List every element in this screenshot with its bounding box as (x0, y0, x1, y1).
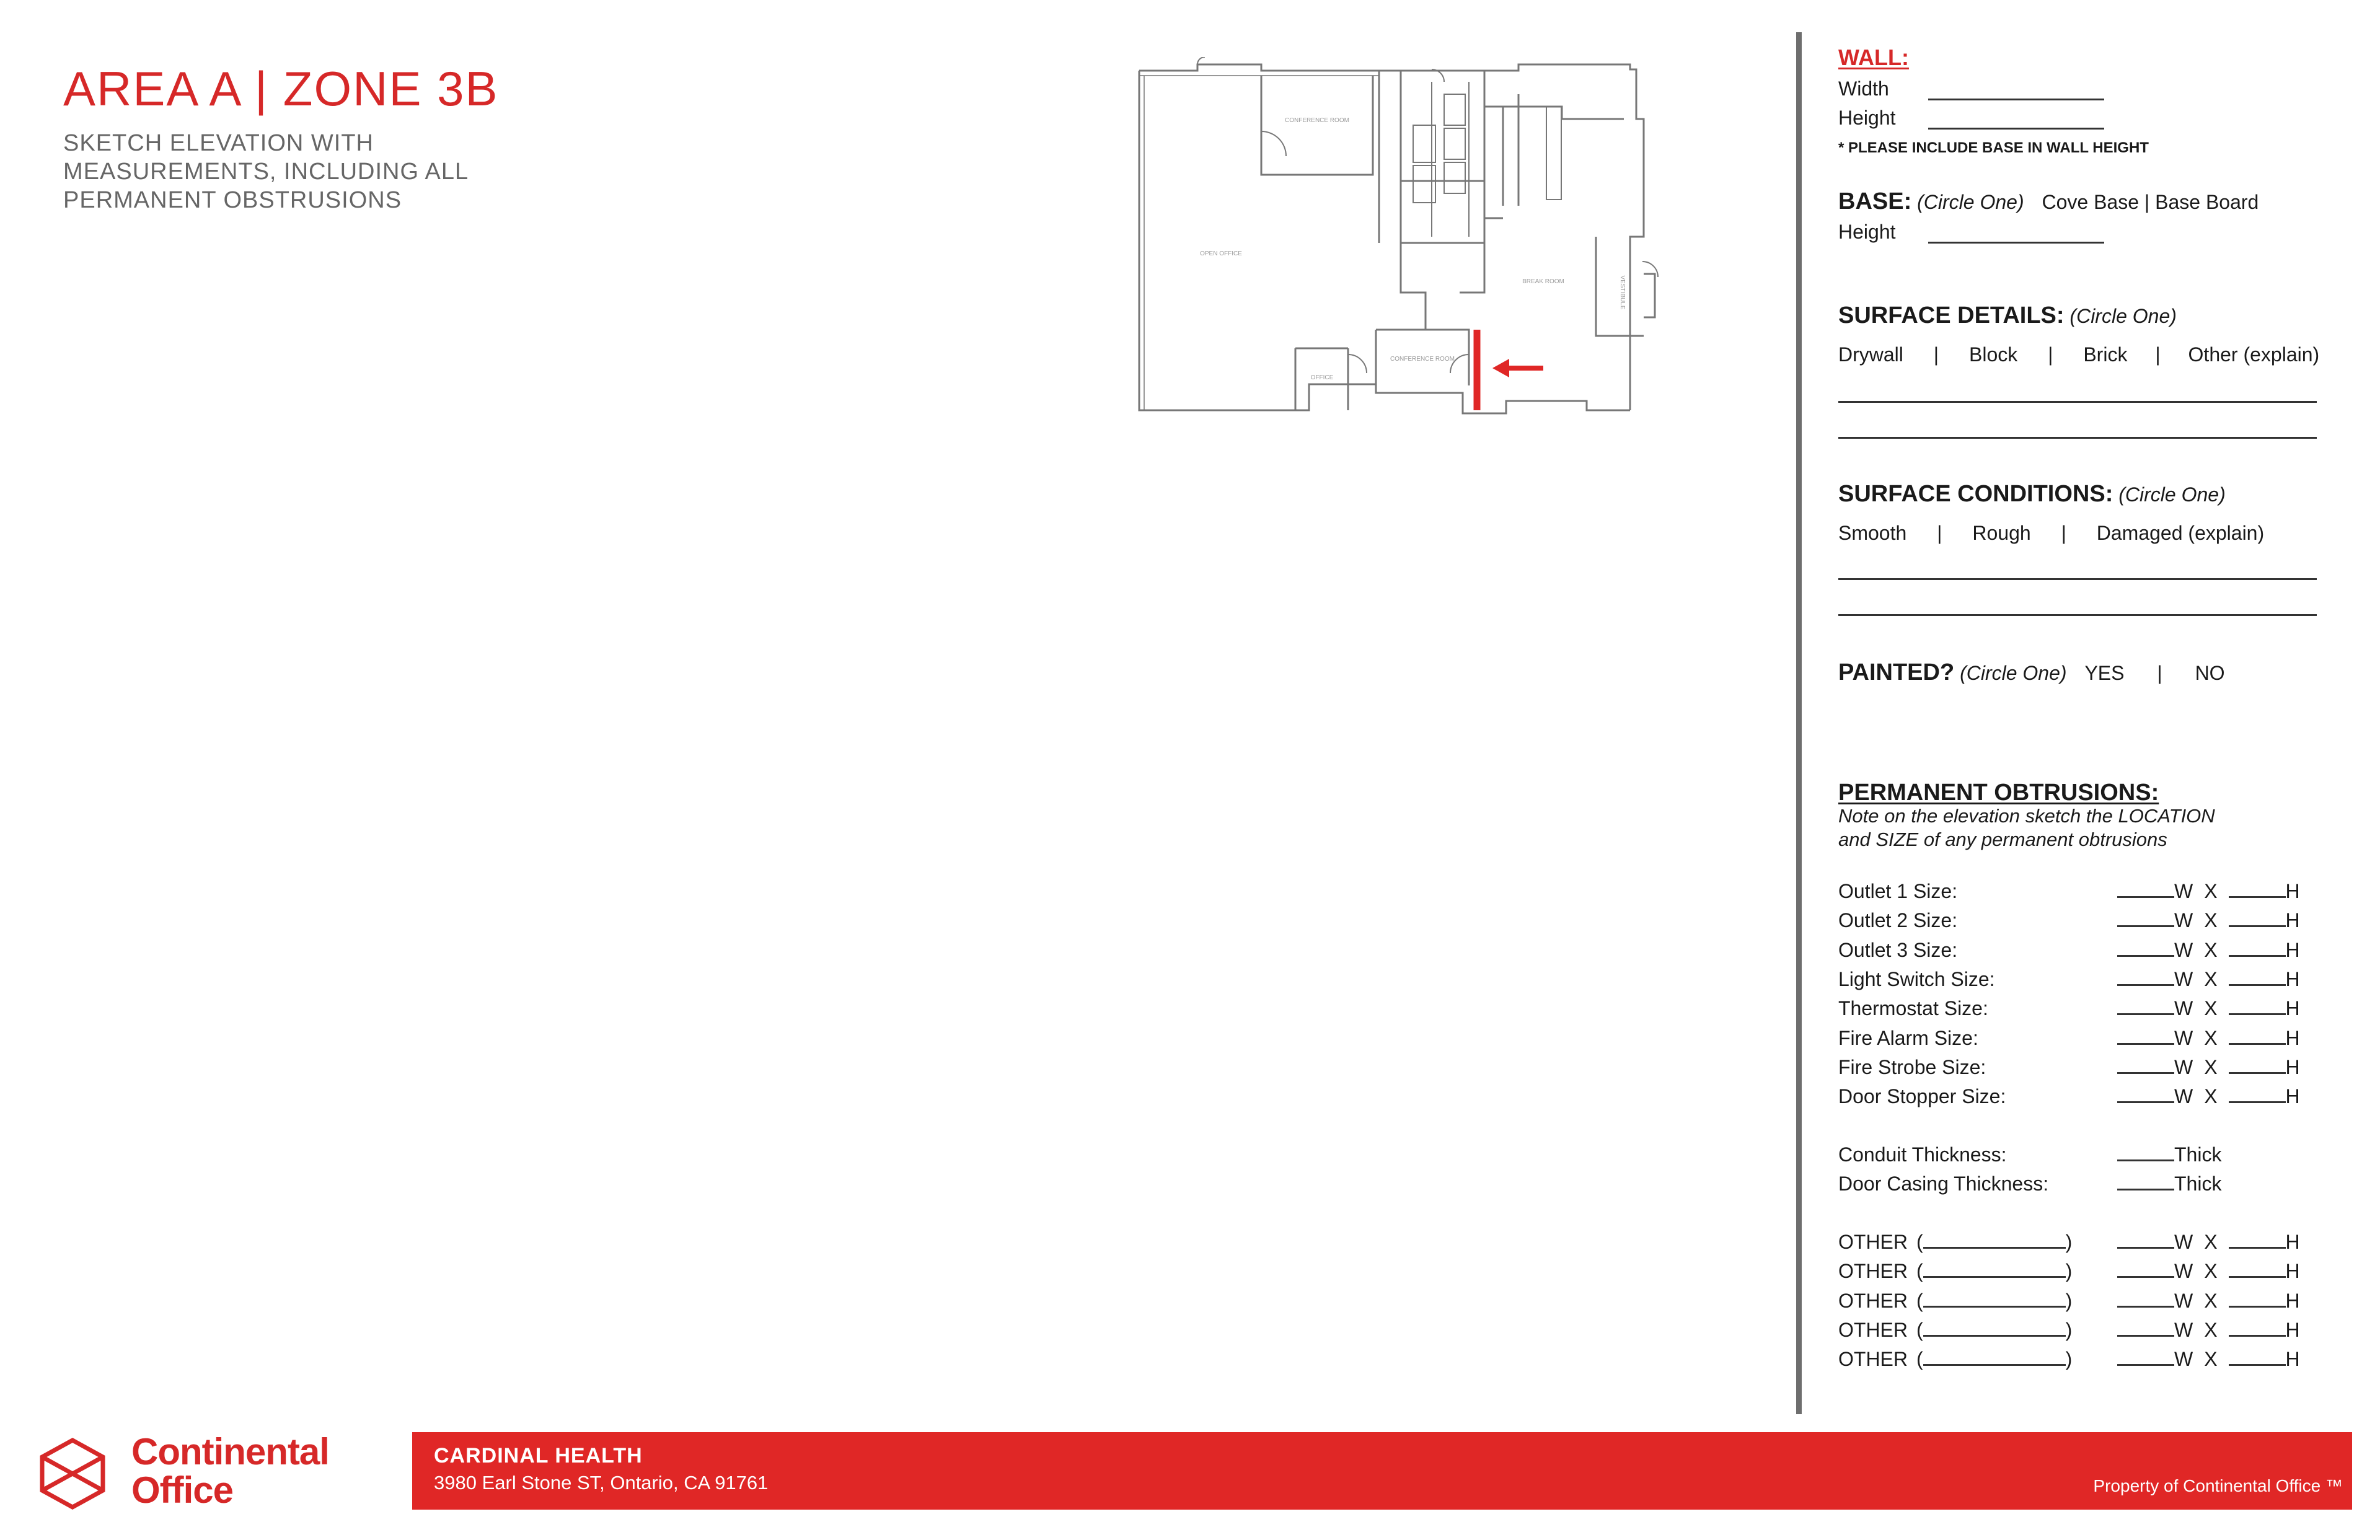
surface-conditions-options: Smooth | Rough | Damaged (explain) (1838, 522, 2265, 544)
other-row: OTHER ( ) W X H (1838, 1289, 2300, 1312)
row-label: OTHER (1838, 1348, 1908, 1371)
row-label: Fire Alarm Size: (1838, 1026, 1978, 1049)
option-damaged[interactable]: Damaged (explain) (2096, 522, 2265, 544)
room-label: VESTIBULE (1619, 275, 1626, 310)
obtrusions-heading: PERMANENT OBTRUSIONS: (1838, 780, 2159, 806)
size-row (1838, 1027, 2322, 1050)
base-heading: BASE: (1838, 188, 1912, 214)
size-blank[interactable] (2229, 1306, 2286, 1308)
subtitle-line: PERMANENT OBSTRUSIONS (63, 187, 402, 213)
subtitle-line: SKETCH ELEVATION WITH (63, 130, 374, 156)
wall-heading: WALL: (1838, 45, 1909, 70)
wh-fields: W X H (2117, 1085, 2300, 1108)
client-name: CARDINAL HEALTH (434, 1444, 643, 1467)
other-row: OTHER ( ) W X H (1838, 1348, 2300, 1371)
other-row: OTHER ( ) W X H (1838, 1318, 2300, 1341)
size-blank[interactable] (2117, 1072, 2174, 1074)
explain-line[interactable] (1838, 401, 2317, 403)
size-blank[interactable] (2117, 1335, 2174, 1337)
property-notice: Property of Continental Office ™ (2093, 1476, 2343, 1495)
size-blank[interactable] (2117, 1101, 2174, 1103)
size-blank[interactable] (2229, 1335, 2286, 1337)
row-label: Fire Strobe Size: (1838, 1055, 1986, 1078)
size-blank[interactable] (2117, 1364, 2174, 1366)
wh-fields: W X H (2117, 880, 2300, 903)
option-yes[interactable]: YES (2084, 662, 2125, 684)
row-label: Thermostat Size: (1838, 997, 1988, 1020)
row-label: OTHER (1838, 1231, 1908, 1253)
arrow-icon (1492, 359, 1509, 377)
size-blank[interactable] (1923, 1306, 2066, 1308)
size-blank[interactable] (2117, 984, 2174, 986)
base-options[interactable]: Cove Base | Base Board (2042, 191, 2259, 213)
option-other[interactable]: Other (explain) (2188, 343, 2320, 366)
size-row (1838, 939, 2322, 962)
circle-one: (Circle One) (1960, 662, 2067, 684)
base-height-field[interactable] (1928, 242, 2104, 244)
row-label: Outlet 2 Size: (1838, 909, 1958, 932)
surface-details-row (1838, 302, 2177, 329)
painted-heading: PAINTED? (1838, 659, 1955, 685)
size-row (1838, 1085, 2322, 1108)
option-drywall[interactable]: Drywall (1838, 343, 1903, 366)
size-blank[interactable] (2117, 1276, 2174, 1278)
room-label: OFFICE (1310, 374, 1334, 381)
wall-height-row (1838, 107, 1896, 130)
wall-note: * PLEASE INCLUDE BASE IN WALL HEIGHT (1838, 139, 2149, 156)
wh-fields: W X H (2117, 968, 2300, 991)
room-label: BREAK ROOM (1522, 278, 1564, 285)
size-blank[interactable] (2117, 955, 2174, 957)
size-blank[interactable] (2117, 1306, 2174, 1308)
thickness-row: Door Casing Thickness: Thick (1838, 1173, 2222, 1195)
page-title: AREA A | ZONE 3B (63, 61, 499, 116)
size-row (1838, 968, 2322, 991)
subtitle-line: MEASUREMENTS, INCLUDING ALL (63, 159, 469, 185)
wh-fields: W X H (2117, 1027, 2300, 1050)
option-brick[interactable]: Brick (2083, 343, 2128, 366)
room-label: CONFERENCE ROOM (1285, 117, 1349, 124)
circle-one: (Circle One) (2069, 305, 2177, 327)
circle-one: (Circle One) (1917, 191, 2024, 213)
wall-width-row (1838, 77, 1889, 100)
explain-line[interactable] (1838, 578, 2317, 580)
wh-fields: W X H (2117, 909, 2300, 932)
page-subtitle (63, 129, 469, 214)
logo-wordmark: Continental Office (131, 1431, 329, 1511)
wall-height-field[interactable] (1928, 128, 2104, 130)
size-row (1838, 997, 2322, 1020)
divider (1796, 32, 1802, 1414)
option-no[interactable]: NO (2195, 662, 2225, 684)
row-label: Light Switch Size: (1838, 967, 1995, 990)
base-row (1838, 188, 2259, 215)
field-label: Height (1838, 107, 1896, 129)
size-blank[interactable] (2229, 984, 2286, 986)
row-label: Outlet 3 Size: (1838, 938, 1958, 961)
row-label: OTHER (1838, 1289, 1908, 1312)
size-row (1838, 1056, 2322, 1079)
surface-conditions-row (1838, 481, 2226, 508)
explain-line[interactable] (1838, 614, 2317, 616)
room-label: CONFERENCE ROOM (1390, 356, 1455, 363)
row-label: OTHER (1838, 1318, 1908, 1341)
circle-one: (Circle One) (2118, 483, 2226, 506)
room-label: OPEN OFFICE (1200, 250, 1242, 257)
footer-bar (412, 1432, 2352, 1510)
surface-details-options: Drywall | Block | Brick | Other (explain) (1838, 343, 2320, 366)
size-blank[interactable] (2229, 955, 2286, 957)
option-rough[interactable]: Rough (1972, 522, 2031, 544)
size-blank[interactable] (1923, 1335, 2066, 1337)
option-block[interactable]: Block (1968, 343, 2018, 366)
size-blank[interactable] (2117, 1013, 2174, 1015)
size-blank[interactable] (2117, 1189, 2174, 1190)
floor-plan-drawing (1134, 57, 1661, 423)
row-label: Outlet 1 Size: (1838, 880, 1958, 902)
other-row: OTHER ( ) W X H (1838, 1260, 2300, 1283)
size-blank[interactable] (2117, 1247, 2174, 1249)
logo-icon (38, 1437, 107, 1514)
size-blank[interactable] (2229, 1247, 2286, 1249)
size-blank[interactable] (2229, 1013, 2286, 1015)
painted-row: PAINTED? (Circle One) YES | NO (1838, 659, 2225, 685)
size-blank[interactable] (2229, 925, 2286, 927)
field-label: Width (1838, 77, 1889, 100)
row-label: Door Casing Thickness: (1838, 1173, 2049, 1195)
size-blank[interactable] (2229, 1276, 2286, 1278)
other-row: OTHER ( ) W X H (1838, 1231, 2300, 1253)
base-height-row (1838, 221, 1896, 244)
wh-fields: W X H (2117, 997, 2300, 1020)
size-blank[interactable] (1923, 1364, 2066, 1366)
size-blank[interactable] (2117, 1043, 2174, 1045)
option-smooth[interactable]: Smooth (1838, 522, 1907, 544)
size-blank[interactable] (2229, 896, 2286, 898)
row-label: Conduit Thickness: (1838, 1143, 2007, 1166)
size-blank[interactable] (2117, 1159, 2174, 1161)
explain-line[interactable] (1838, 437, 2317, 439)
field-label: Height (1838, 221, 1896, 243)
size-blank[interactable] (2229, 1364, 2286, 1366)
size-row (1838, 909, 2322, 932)
row-label: Door Stopper Size: (1838, 1085, 2006, 1108)
client-address: 3980 Earl Stone ST, Ontario, CA 91761 (434, 1472, 769, 1494)
surface-details-heading: SURFACE DETAILS: (1838, 302, 2065, 328)
size-blank[interactable] (1923, 1276, 2066, 1278)
size-blank[interactable] (2117, 925, 2174, 927)
size-blank[interactable] (1923, 1247, 2066, 1249)
wh-fields: W X H (2117, 1056, 2300, 1079)
size-blank[interactable] (2229, 1101, 2286, 1103)
size-blank[interactable] (2229, 1072, 2286, 1074)
wh-fields: W X H (2117, 939, 2300, 962)
size-row (1838, 880, 2322, 903)
size-blank[interactable] (2229, 1043, 2286, 1045)
wall-width-field[interactable] (1928, 99, 2104, 100)
obtrusions-note: Note on the elevation sketch the LOCATION and SIZE of any permanent obtrusions (1838, 805, 2215, 850)
thickness-row: Conduit Thickness: Thick (1838, 1143, 2222, 1166)
size-blank[interactable] (2117, 896, 2174, 898)
row-label: OTHER (1838, 1260, 1908, 1283)
floor-plan (1134, 57, 1661, 426)
surface-conditions-heading: SURFACE CONDITIONS: (1838, 481, 2113, 507)
